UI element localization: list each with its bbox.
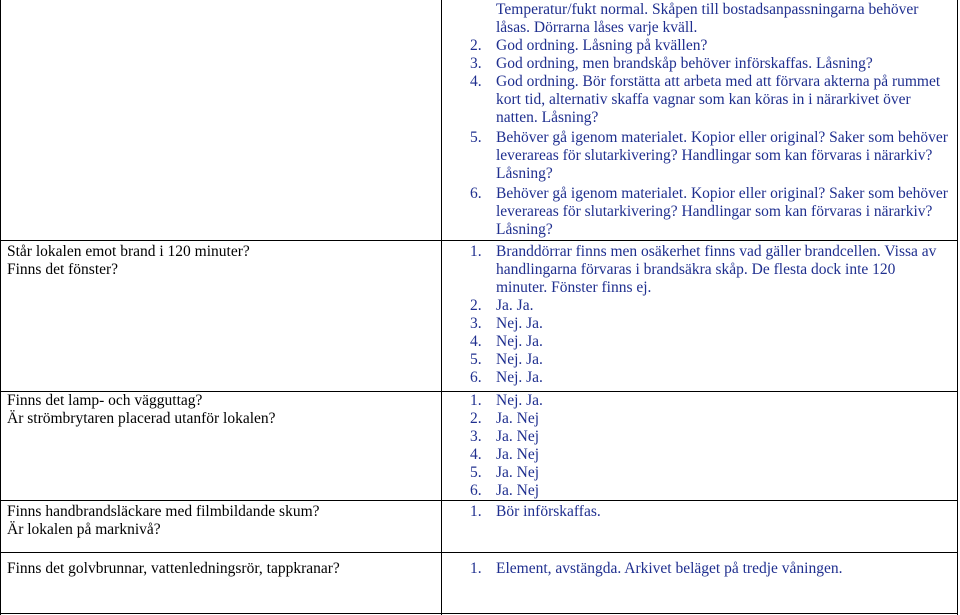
answer-item: 4. Nej. Ja.: [470, 333, 543, 350]
answer-intro-line: Temperatur/fukt normal. Skåpen till bostadsanpassningarna behöver: [496, 1, 919, 18]
answer-item: 6. Ja. Nej: [470, 482, 540, 499]
question-line: Är lokalen på marknivå?: [7, 521, 161, 538]
answer-item: 3. God ordning, men brandskåp behöver införskaffas. Låsning?: [470, 55, 873, 72]
answer-item: 1. Element, avstängda. Arkivet beläget på tredje våningen.: [470, 560, 843, 577]
answer-intro-line: låsas. Dörrarna låses varje kväll.: [496, 19, 698, 36]
question-cell-row2: [7, 243, 250, 279]
answer-item: 6. Nej. Ja.: [470, 369, 543, 386]
question-cell-row3: [7, 392, 276, 428]
table-bottom-border: [0, 613, 958, 614]
answer-cell-row3: [470, 392, 948, 500]
table-left-border: [0, 0, 1, 615]
question-line: Står lokalen emot brand i 120 minuter?: [7, 243, 250, 260]
answer-item: 1. Branddörrar finns men osäkerhet finns vad gäller brandcellen. Vissa av handlingarna förvaras i brandsäkra skåp. De flesta dock inte 120 minuter. Fönster finns ej.: [470, 243, 937, 296]
answer-item: 5. Ja. Nej: [470, 464, 540, 481]
question-line: Finns det fönster?: [7, 261, 119, 278]
answer-item: 3. Ja. Nej: [470, 428, 540, 445]
column-divider: [441, 0, 442, 615]
question-cell-row4: [7, 503, 320, 539]
answer-item: 1. Nej. Ja.: [470, 392, 543, 409]
answer-cell-row5: [470, 560, 948, 578]
answer-list: [470, 503, 948, 521]
answer-item: 5. Behöver gå igenom materialet. Kopior eller original? Saker som behöver leverareas för slutarkivering? Handlingar som kan förvaras i närarkiv? Låsning?: [470, 129, 948, 182]
answer-item: 4. God ordning. Bör forstätta att arbeta med att förvara akterna på rummet kort tid, alternativ skaffa vagnar som kan köras in i närarkivet över natten. Låsning?: [470, 73, 941, 126]
question-line: Finns det lamp- och vägguttag?: [7, 392, 203, 409]
answer-list: [470, 560, 948, 578]
question-line: Finns det golvbrunnar, vattenledningsrör, tappkranar?: [7, 560, 340, 577]
answer-cell-row2: [470, 243, 948, 387]
answer-item: 2. Ja. Nej: [470, 410, 540, 427]
question-line: Är strömbrytaren placerad utanför lokalen?: [7, 410, 276, 427]
answer-item: 5. Nej. Ja.: [470, 351, 543, 368]
question-line: Finns handbrandsläckare med filmbildande skum?: [7, 503, 320, 520]
answer-list: [470, 37, 948, 239]
answer-item: 6. Behöver gå igenom materialet. Kopior eller original? Saker som behöver leverareas för slutarkivering? Handlingar som kan förvaras i närarkiv? Låsning?: [470, 185, 948, 238]
table-right-border: [957, 0, 958, 615]
row-divider: [0, 552, 958, 553]
answer-cell-row4: [470, 503, 948, 521]
row-divider: [0, 500, 958, 501]
answer-item: 3. Nej. Ja.: [470, 315, 543, 332]
answer-cell-row1: [470, 1, 948, 239]
answer-item: 4. Ja. Nej: [470, 446, 540, 463]
answer-item: 1. Bör införskaffas.: [470, 503, 601, 520]
answer-list: [470, 392, 948, 500]
question-cell-row5: [7, 560, 340, 578]
answer-item: 2. God ordning. Låsning på kvällen?: [470, 37, 708, 54]
answer-item: 2. Ja. Ja.: [470, 297, 534, 314]
row-divider: [0, 240, 958, 241]
answer-list: [470, 243, 948, 387]
